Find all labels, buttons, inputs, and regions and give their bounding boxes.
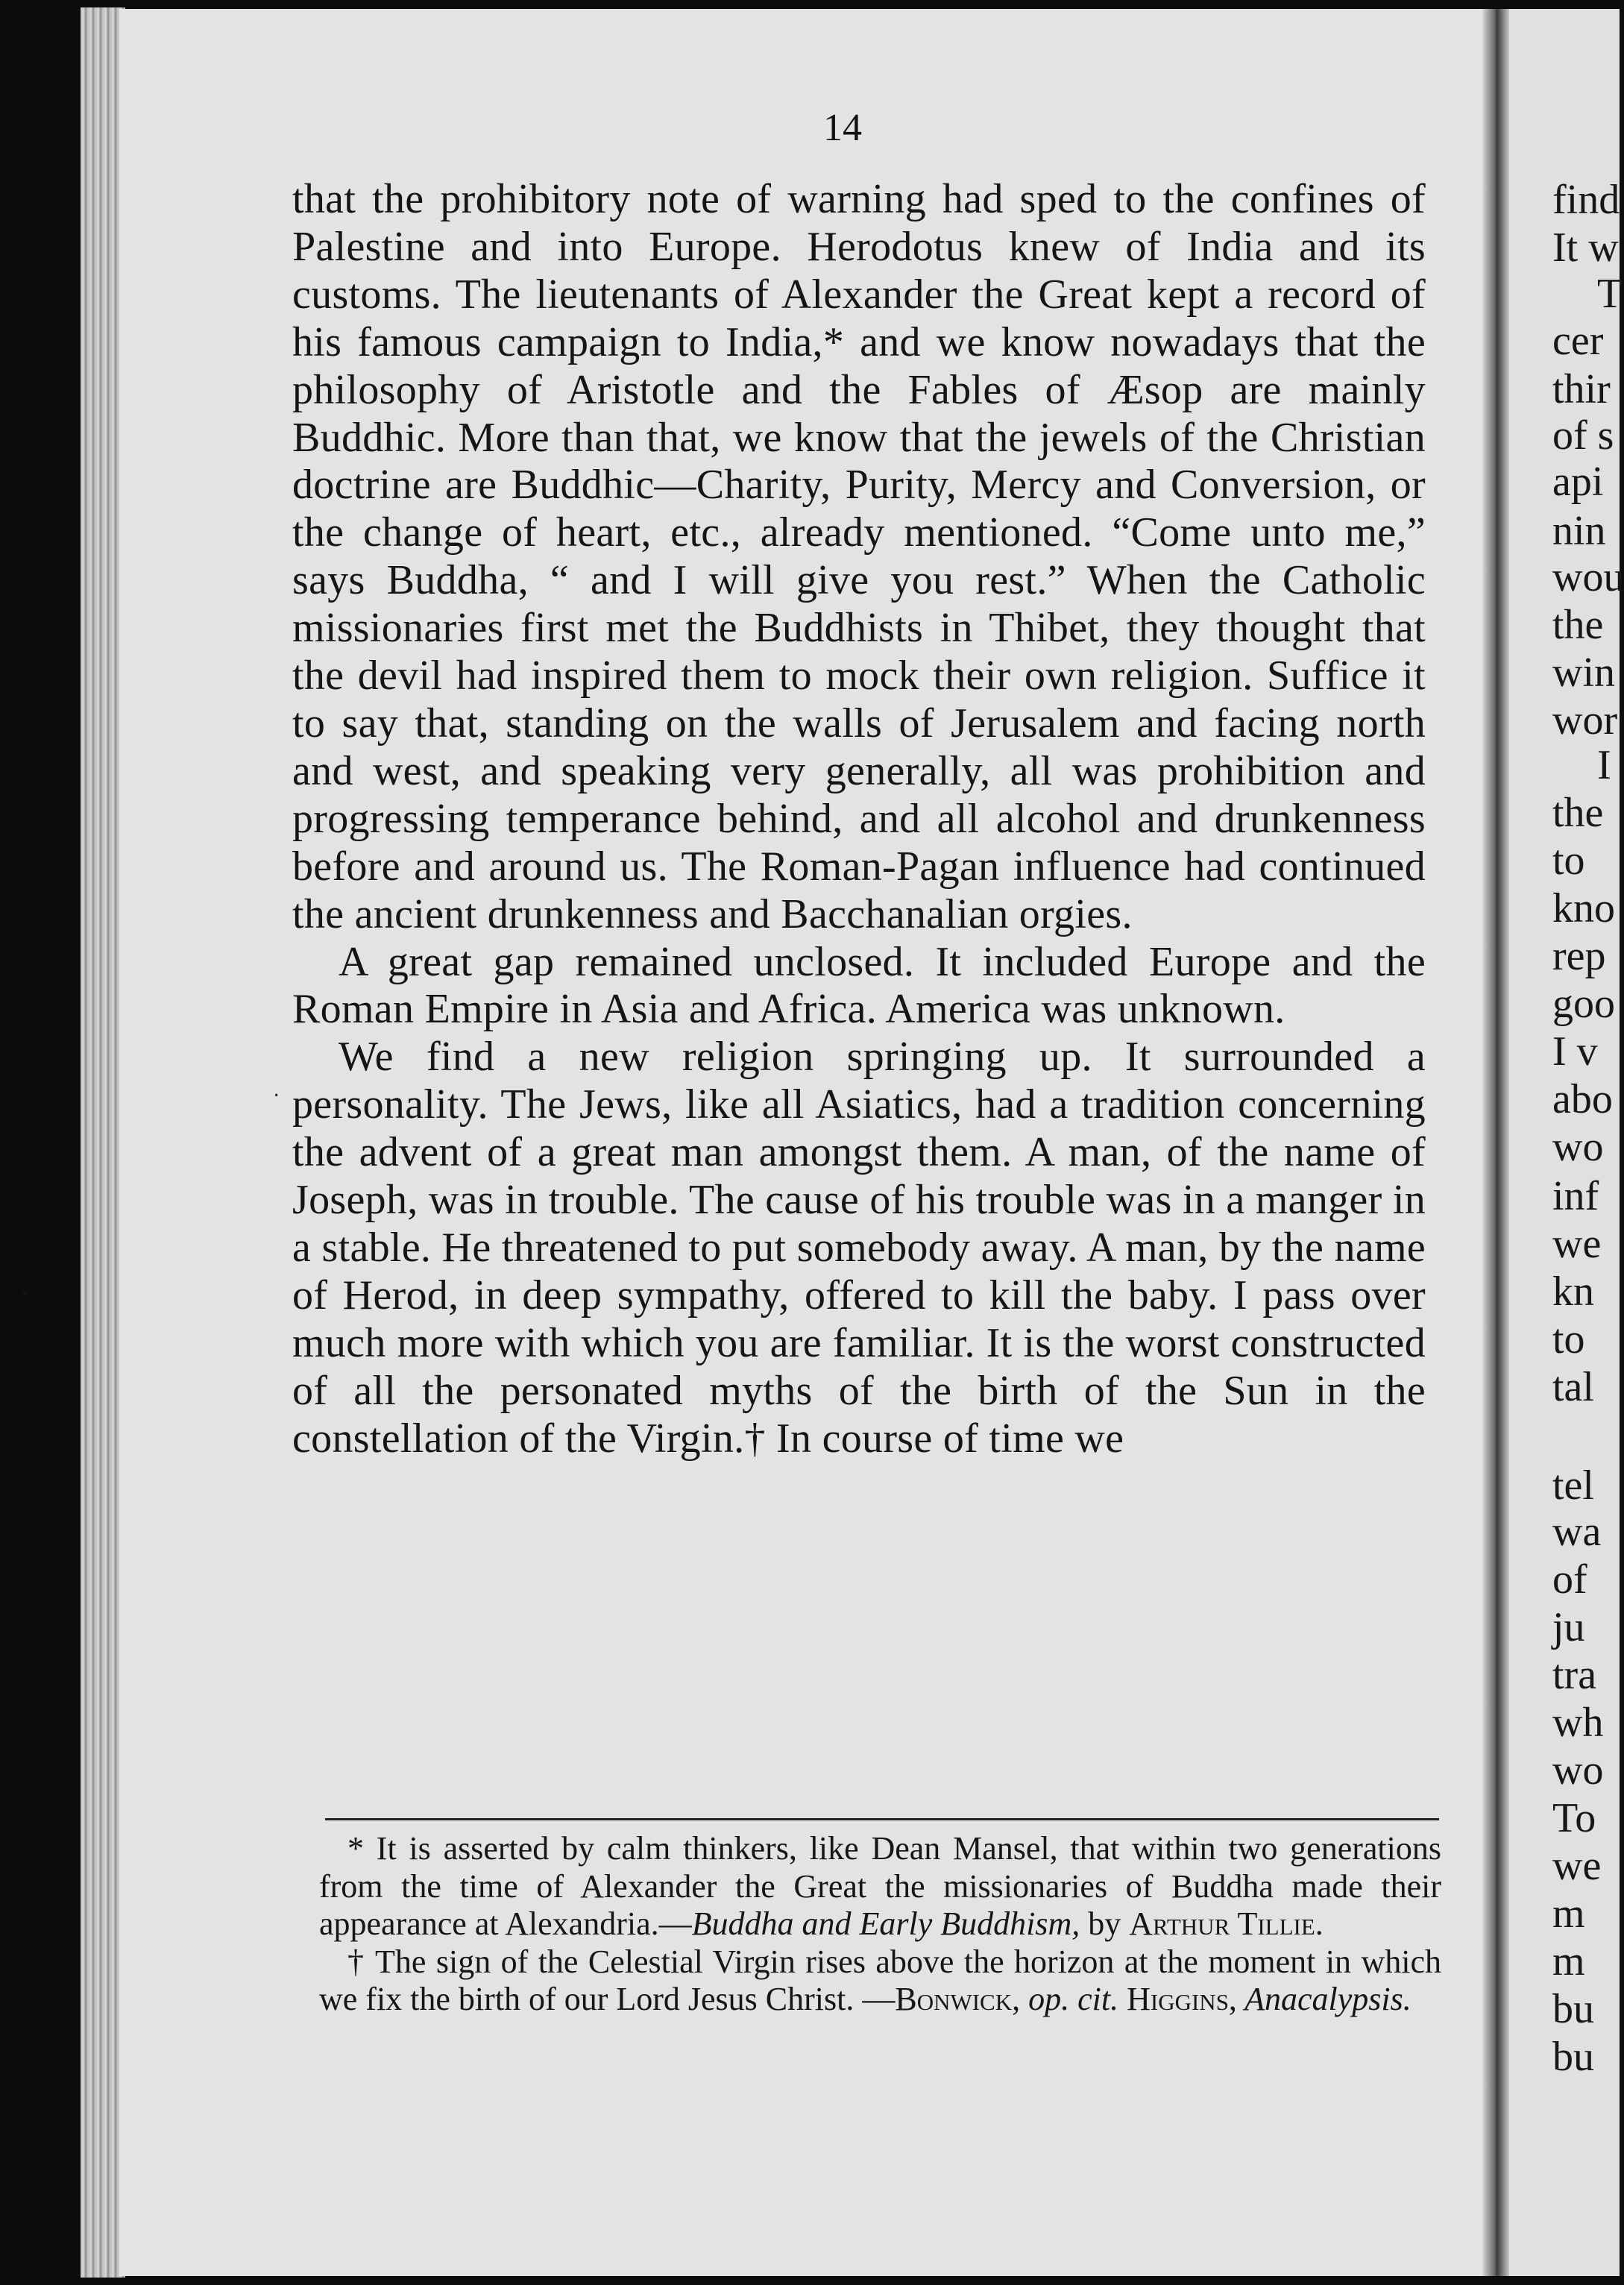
footnote-dagger-cit: op. cit.	[1020, 1981, 1119, 2017]
facing-page-line: win	[1552, 650, 1615, 696]
facing-page-line: I v	[1552, 1028, 1598, 1075]
facing-page-line: api	[1552, 459, 1604, 505]
footnote-asterisk-title: Buddha and Early Buddhism,	[691, 1905, 1080, 1942]
facing-page-line: nin	[1552, 508, 1606, 554]
footnote-asterisk-author: Arthur Tillie.	[1129, 1905, 1324, 1942]
facing-page-line: bu	[1552, 2034, 1594, 2080]
facing-page-line: tel	[1552, 1462, 1594, 1509]
footnote-asterisk-by: by	[1080, 1905, 1130, 1942]
facing-page-line: of	[1552, 1556, 1587, 1603]
facing-page-line: the	[1552, 602, 1604, 648]
facing-page-line: ju	[1552, 1604, 1585, 1650]
facing-page-line: It w	[1552, 224, 1619, 271]
facing-page-line: bu	[1552, 1986, 1594, 2032]
facing-page-line: wh	[1552, 1700, 1604, 1746]
facing-page-line: to	[1552, 837, 1585, 884]
facing-page-line: m	[1552, 1890, 1585, 1937]
footnote-dagger-author2: Higgins,	[1118, 1981, 1237, 2017]
facing-page-line: the	[1552, 790, 1604, 836]
facing-page-line: wo	[1552, 1747, 1604, 1794]
facing-page-line: kno	[1552, 885, 1615, 931]
facing-page-line: rep	[1552, 933, 1606, 979]
scan-speck: •	[21, 1283, 28, 1306]
facing-page-line: to	[1552, 1316, 1585, 1362]
scan-speck: ·	[273, 1084, 280, 1107]
facing-page-line: tal	[1552, 1364, 1594, 1410]
facing-page-line: To	[1552, 1795, 1596, 1841]
facing-page-line: we	[1552, 1843, 1602, 1889]
page-number: 14	[823, 107, 862, 149]
facing-page-line: tra	[1552, 1652, 1597, 1698]
footnote-dagger	[319, 1943, 1441, 2019]
footnote-dagger-text: † The sign of the Celestial Virgin rises above the horizon at the moment in which we fix the birth of our Lord Jesus Christ. —	[319, 1943, 1441, 2017]
facing-page-line: wou	[1552, 554, 1624, 600]
facing-page-line: wor	[1552, 697, 1618, 744]
paragraph-3: We find a new religion springing up. It surrounded a personality. The Jews, like all Asiatics, had a tradition concerning the advent of a great man amongst them. A man, of the name of Joseph, was in trouble. The cause of his trouble was in a manger in a stable. He threatened to put somebody away. A man, by the name of Herod, in deep sympathy, offered to kill the baby. I pass over much more with which you are familiar. It is the worst constructed of all the personated myths of the birth of the Sun in the constellation of the Virgin.† In course of time we	[292, 1034, 1426, 1462]
footnote-rule	[325, 1818, 1439, 1820]
facing-page-line: thir	[1552, 366, 1611, 412]
facing-page-line: T	[1597, 271, 1623, 317]
facing-page-line: I	[1597, 742, 1611, 788]
facing-page-line: wo	[1552, 1124, 1604, 1170]
paragraph-1: that the prohibitory note of warning had sped to the confines of Palestine and into Europe. Herodotus knew of India and its customs. The lieutenants of Alexander the Great kept a record of his famous campaign to India,* and we know nowadays that the philosophy of Aristotle and the Fables of Æsop are mainly Buddhic. More than that, we know that the jewels of the Christian doctrine are Buddhic—Charity, Purity, Mercy and Conversion, or the change of heart, etc., already mentioned. “Come unto me,” says Buddha, “ and I will give you rest.” When the Catholic missionaries first met the Buddhists in Thibet, they thought that the devil had inspired them to mock their own religion. Suffice it to say that, standing on the walls of Jerusalem and facing north and west, and speaking very generally, all was prohibition and progressing temperance behind, and all alcohol and drunkenness before and around us. The Roman-Pagan influence had continued the ancient drunkenness and Bacchanalian orgies.	[292, 176, 1426, 937]
body-text	[292, 176, 1426, 1462]
facing-page-line: we	[1552, 1221, 1602, 1267]
footnotes	[319, 1830, 1441, 2019]
facing-page-line: kn	[1552, 1269, 1594, 1315]
facing-page-line: find	[1552, 177, 1620, 223]
footnote-dagger-author1: Bonwick,	[895, 1981, 1021, 2017]
paragraph-2: A great gap remained unclosed. It included Europe and the Roman Empire in Asia and Africa. America was unknown.	[292, 938, 1426, 1033]
footnote-dagger-title: Anacalypsis.	[1236, 1981, 1411, 2017]
facing-page-line: wa	[1552, 1509, 1602, 1555]
footnote-asterisk	[319, 1830, 1441, 1943]
facing-page-line: of s	[1552, 412, 1614, 459]
book-gutter	[1482, 9, 1509, 2276]
facing-page-line: goo	[1552, 981, 1615, 1027]
facing-page-line: abo	[1552, 1076, 1613, 1122]
facing-page-line: m	[1552, 1938, 1585, 1984]
page-edges	[81, 7, 125, 2278]
facing-page-line: cer	[1552, 318, 1604, 364]
facing-page-line: inf	[1552, 1173, 1599, 1219]
footnote-asterisk-text: * It is asserted by calm thinkers, like Dean Mansel, that within two generations from the time of Alexander the Great the missionaries of Buddha made their appearance at Alexandria.—	[319, 1830, 1441, 1942]
